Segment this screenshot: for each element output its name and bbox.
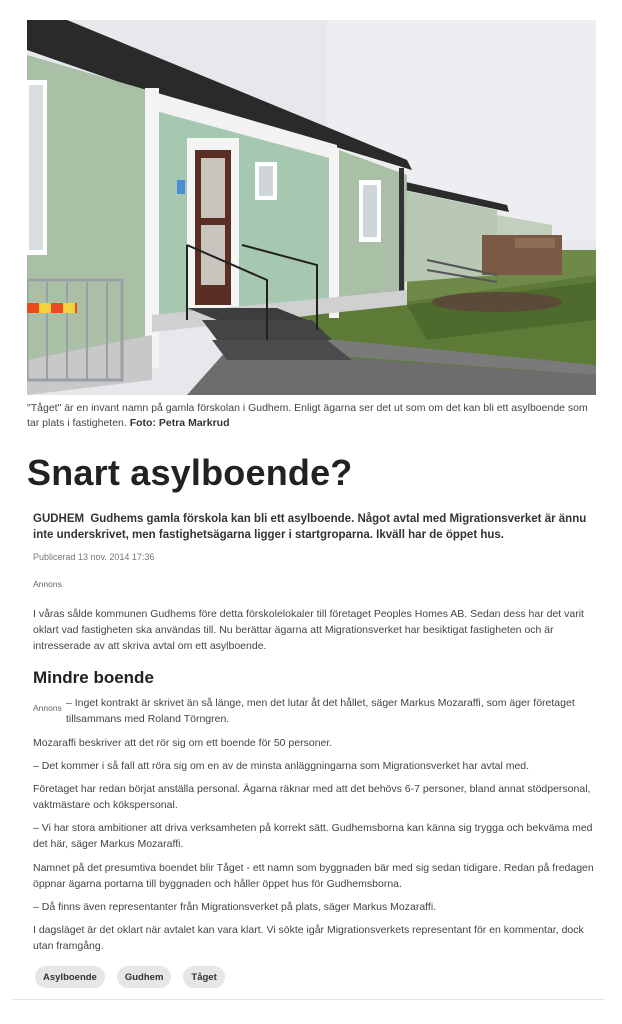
- tag-taget[interactable]: Tåget: [183, 966, 224, 988]
- body-paragraph: – Vi har stora ambitioner att driva verksamheten på korrekt sätt. Gudhemsborna kan känna sig trygga och bekväma med det här, säger Markus Mozaraffi.: [33, 822, 593, 850]
- body-paragraph: Namnet på det presumtiva boendet blir Tåget - ett namn som byggnaden bär med sig sedan tidigare. Redan på fredagen öppnar ägarna portarna till byggnaden och håller öppet hus för Gudhemsborna.: [33, 862, 594, 890]
- tag-list: [35, 966, 225, 988]
- body-paragraph: I våras sålde kommunen Gudhems före detta förskolelokaler till företaget Peoples Homes AB. Sedan dess har det varit oklart vad fastigheten ska användas till. Nu berättar ägarna att Migrationsverket har besiktigat fastigheten och är intresserade av att skriva avtal om ett asylboende.: [33, 608, 584, 652]
- caption-text: "Tåget" är en invant namn på gamla förskolan i Gudhem. Enligt ägarna ser det ut som om det kan bli ett asylboende som tar plats i fastigheten.: [27, 402, 588, 429]
- publish-date: Publicerad 13 nov. 2014 17:36: [33, 552, 155, 562]
- dateline-location: GUDHEM: [33, 513, 85, 525]
- tag-asylboende[interactable]: Asylboende: [35, 966, 105, 988]
- divider: [12, 999, 605, 1000]
- article-headline: Snart asylboende?: [27, 452, 353, 493]
- article-lead: [33, 511, 593, 543]
- ad-label: Annons: [33, 703, 62, 713]
- body-paragraph: Företaget har redan börjat anställa personal. Ägarna räknar med att det behövs 6-7 personer, bland annat stödpersonal, vaktmästare och kökspersonal.: [33, 783, 591, 811]
- body-paragraph: – Inget kontrakt är skrivet än så länge, men det lutar åt det hållet, säger Markus Mozaraffi, som äger företaget tillsammans med Roland Törngren.: [66, 697, 575, 725]
- body-paragraph: I dagsläget är det oklart när avtalet kan vara klart. Vi sökte igår Migrationsverkets representant för en kommentar, dock utan framgång.: [33, 924, 584, 952]
- ad-label: Annons: [33, 579, 62, 589]
- photo-credit: Foto: Petra Markrud: [129, 417, 230, 429]
- subheading: Mindre boende: [33, 668, 154, 687]
- lead-text: Gudhems gamla förskola kan bli ett asylboende. Något avtal med Migrationsverket är ännu inte underskrivet, men fastighetsägarna ligger i startgroparna. Ikväll har de öppet hus.: [33, 513, 587, 541]
- photo-caption: [27, 401, 597, 431]
- body-paragraph: – Det kommer i så fall att röra sig om en av de minsta anläggningarna som Migrationsverket har avtal med.: [33, 760, 530, 772]
- body-paragraph: – Då finns även representanter från Migrationsverket på plats, säger Markus Mozaraffi.: [33, 901, 437, 913]
- tag-gudhem[interactable]: Gudhem: [117, 966, 172, 988]
- body-paragraph: Mozaraffi beskriver att det rör sig om ett boende för 50 personer.: [33, 737, 333, 749]
- building-photo-illustration: [27, 20, 596, 395]
- article-photo: [27, 20, 596, 395]
